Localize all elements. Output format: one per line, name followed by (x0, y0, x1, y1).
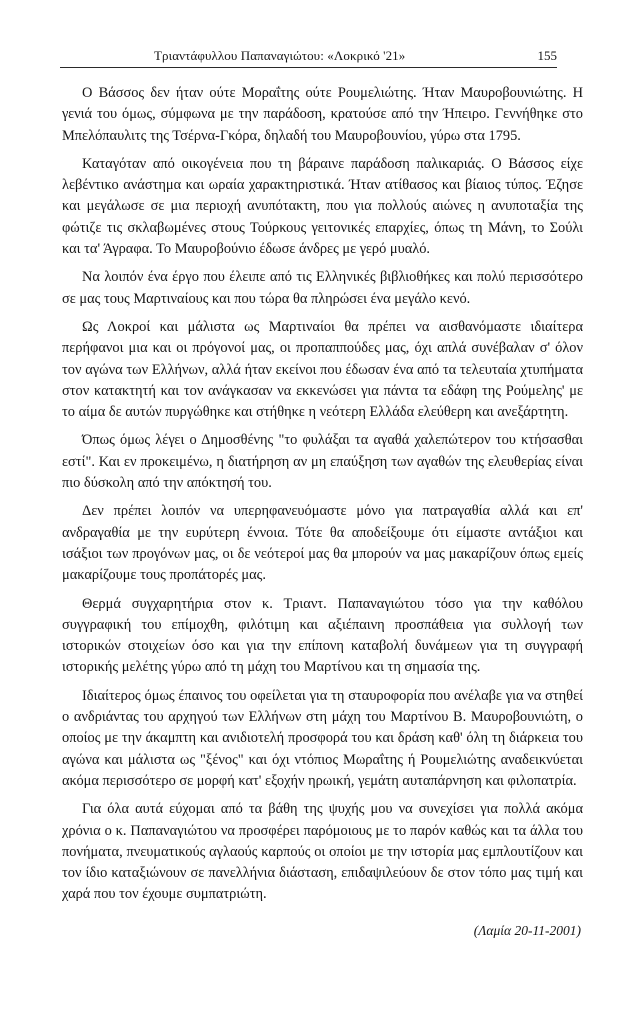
date-signature: (Λαμία 20-11-2001) (473, 923, 581, 938)
paragraph: Ο Βάσσος δεν ήταν ούτε Μοραΐτης ούτε Ρουμελιώτης. Ήταν Μαυροβουνιώτης. Η γενιά του όμως, σύμφωνα με την παράδοση, κρατούσε από την Ήπειρο. Γεννήθηκε στο Μπελόπαυλιτς της Τσέρνα-Γκόρα, δηλαδή του Μαυροβουνίου, γύρω στα 1795. (62, 85, 583, 144)
paragraph: Ιδιαίτερος όμως έπαινος του οφείλεται για τη σταυροφορία που ανέλαβε για να στηθεί ο ανδριάντας του αρχηγού των Ελλήνων στη μάχη του Μαρτίνου Β. Μαυροβουνιώτη, ο οποίος με την άκαμπτη και ανιδιοτελή προσφορά του και δράση καθ' όλη τη διάρκεια του αγώνα και μάλιστα ως "ξένος" και όχι ντόπιος Μωραΐτης ή Ρουμελιώτης αναδεικνύεται ακόμα περισσότερο σε μορφή κατ' εξοχήν ηρωική, γεμάτη αυταπάρνηση και φιλοπατρία. (62, 687, 583, 789)
paragraph: Δεν πρέπει λοιπόν να υπερηφανευόμαστε μόνο για πατραγαθία αλλά και επ' ανδραγαθία με την ευρύτερη έννοια. Τότε θα αποδείξουμε ότι είμαστε αντάξιοι και ισάξιοι των προγόνων μας, οι δε νεότεροί μας θα μπορούν να μας μακαρίζουν όπως εμείς μακαρίζουμε τους προπάτορές μας. (62, 503, 583, 584)
paragraph: Θερμά συγχαρητήρια στον κ. Τριαντ. Παπαναγιώτου τόσο για την καθόλου συγγραφική του επίμοχθη, φιλότιμη και αξιέπαινη προσπάθεια για συλλογή των ιστορικών στοιχείων όσο και για την επίπονη καταβολή δυνάμεων για τη συγγραφή ιστορικής μελέτης γύρω από τη μάχη του Μαρτίνου και τη σημασία της. (62, 595, 583, 676)
paragraph: Όπως όμως λέγει ο Δημοσθένης "το φυλάξαι τα αγαθά χαλεπώτερον του κτήσασθαι εστί". Και εν προκειμένω, η διατήρηση αν μη επαύξηση των αγαθών της ελευθερίας είναι πιο δύσκολη από την απόκτησή του. (62, 432, 583, 492)
page-number: 155 (537, 48, 557, 63)
running-title: Τριαντάφυλλου Παπαναγιώτου: «Λοκρικό '21» (154, 48, 406, 63)
paragraph: Να λοιπόν ένα έργο που έλειπε από τις Ελληνικές βιβλιοθήκες και πολύ περισσότερο σε μας τους Μαρτιναίους και που τώρα θα πληρώσει ένα μεγάλο κενό. (62, 269, 583, 307)
running-header (60, 47, 557, 68)
closing-paragraph: Για όλα αυτά εύχομαι από τα βάθη της ψυχής μου να συνεχίσει για πολλά ακόμα χρόνια ο κ. Παπαναγιώτου να προσφέρει παρόμοιους με το παρόν καθώς και τα άλλα του πονήματα, πνευματικούς αγλαούς καρπούς οι οποίοι με την ιστορία μας εμπλουτίζουν και τον ίδιο καταξιώνουν σε πανελλήνια διάσταση, επιδαψιλεύουν δε στον τόπο μας τιμή και χαρά που τον έχουμε συμπατριώτη. (62, 801, 583, 903)
paragraph: Καταγόταν από οικογένεια που τη βάραινε παράδοση παλικαριάς. Ο Βάσσος είχε λεβέντικο ανάστημα και ωραία χαρακτηριστικά. Ήταν ατίθασος και βίαιος τύπος. Έζησε και μεγάλωσε σε μια περιοχή ανυπότακτη, που για πολλούς αιώνες η ανυποταξία της φώτιζε τις σκλαβωμένες στους Τούρκους γειτονικές επαρχίες, όπως τη Μάνη, το Σούλι και τα' Άγραφα. Το Μαυροβούνιο έδωσε άνδρες με γερό μυαλό. (62, 155, 583, 258)
body-text (62, 83, 583, 906)
paragraph: Ως Λοκροί και μάλιστα ως Μαρτιναίοι θα πρέπει να αισθανόμαστε ιδιαίτερα περήφανοι μια και οι πρόγονοί μας, οι προπαππούδες μας, όχι απλά συνέβαλαν σ' όλον τον αγώνα των Ελλήνων, αλλά ήταν εκείνοι που έδωσαν ένα από τα τελευταία χτυπήματα στον κατακτητή και τον ανάγκασαν να εκκενώσει για πάντα τα εδάφη της Ρούμελης' με το αίμα δε αυτών πυργώθηκε και στήθηκε η νεότερη Ελλάδα ελεύθερη και ανεξάρτητη. (62, 318, 583, 421)
